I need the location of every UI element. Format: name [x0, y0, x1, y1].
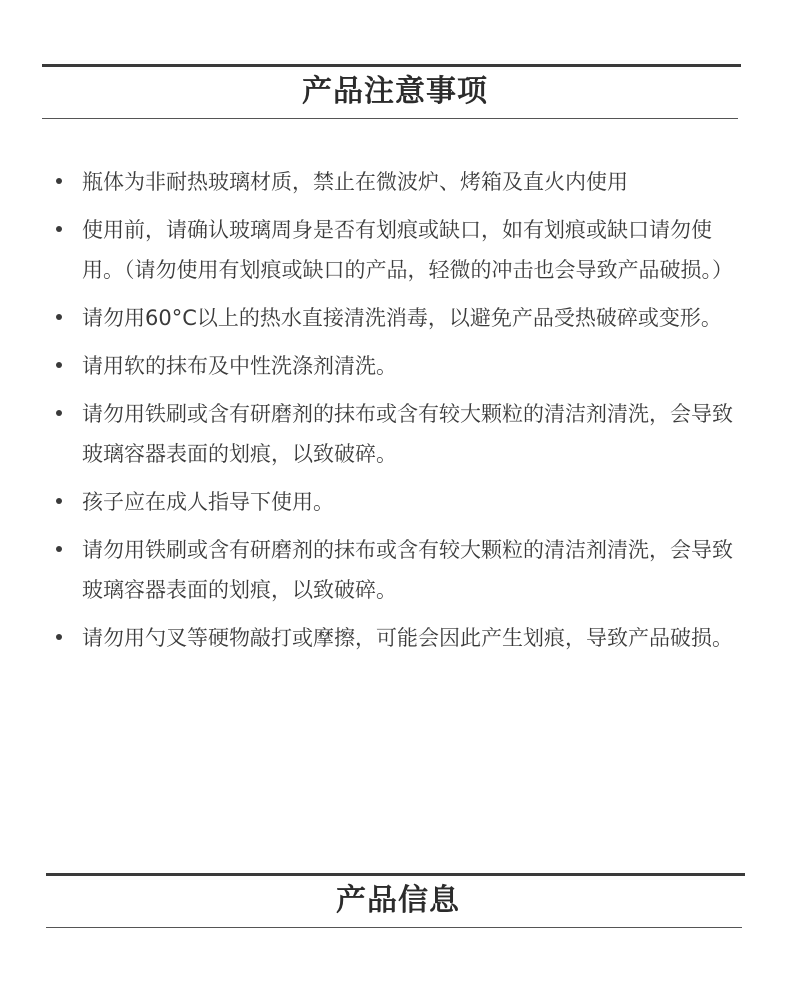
list-item-text: 请勿用铁刷或含有研磨剂的抹布或含有较大颗粒的清洁剂清洗，会导致玻璃容器表面的划痕，以致破碎。 [82, 538, 733, 602]
notice-header-top-rule [42, 64, 741, 67]
notice-list [52, 162, 742, 666]
info-header-top-rule [46, 873, 745, 876]
bullet-icon [56, 546, 62, 552]
list-item [52, 482, 742, 522]
bullet-icon [56, 410, 62, 416]
list-item [52, 618, 742, 658]
list-item-text: 请用软的抹布及中性洗涤剂清洗。 [82, 354, 397, 378]
info-section-title: 产品信息 [336, 883, 460, 918]
list-item-text: 请勿用60°C以上的热水直接清洗消毒，以避免产品受热破碎或变形。 [82, 306, 722, 330]
bullet-icon [56, 178, 62, 184]
list-item-text: 请勿用铁刷或含有研磨剂的抹布或含有较大颗粒的清洁剂清洗，会导致玻璃容器表面的划痕，以致破碎。 [82, 402, 733, 466]
list-item [52, 298, 742, 338]
list-item [52, 162, 742, 202]
bullet-icon [56, 226, 62, 232]
list-item-text: 请勿用勺叉等硬物敲打或摩擦，可能会因此产生划痕，导致产品破损。 [82, 626, 733, 650]
bullet-icon [56, 314, 62, 320]
bullet-icon [56, 362, 62, 368]
list-item [52, 530, 742, 610]
list-item-text: 使用前，请确认玻璃周身是否有划痕或缺口，如有划痕或缺口请勿使用。（请勿使用有划痕或缺口的产品，轻微的冲击也会导致产品破损。） [82, 218, 733, 282]
list-item [52, 394, 742, 474]
list-item-text: 瓶体为非耐热玻璃材质，禁止在微波炉、烤箱及直火内使用 [82, 170, 628, 194]
bullet-icon [56, 498, 62, 504]
bullet-icon [56, 634, 62, 640]
notice-section-title: 产品注意事项 [302, 74, 488, 109]
info-header-bottom-rule [46, 927, 742, 928]
list-item [52, 346, 742, 386]
notice-header-bottom-rule [42, 118, 738, 119]
list-item [52, 210, 742, 290]
list-item-text: 孩子应在成人指导下使用。 [82, 490, 334, 514]
